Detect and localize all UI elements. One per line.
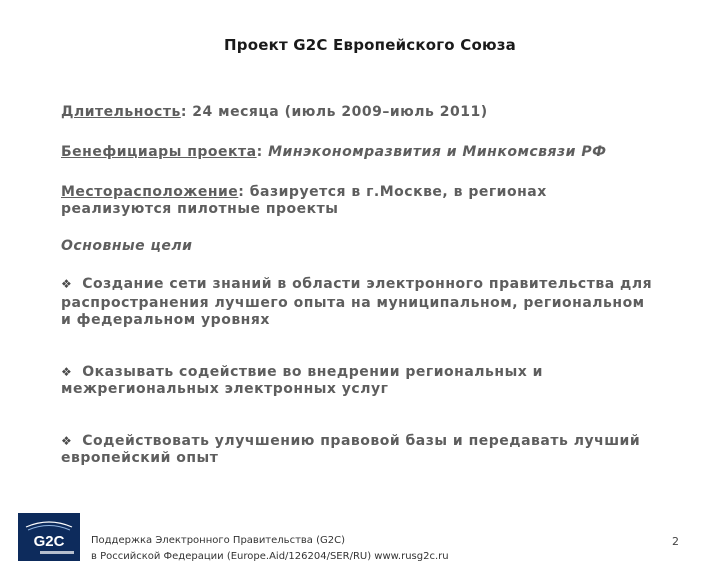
goal-2-line-2: межрегиональных электронных услуг: [61, 381, 389, 397]
footer-line-1: Поддержка Электронного Правительства (G2C): [91, 535, 345, 546]
goal-1-line-1: [61, 276, 652, 293]
beneficiaries-line: [61, 144, 607, 161]
goal-2-text-1: Оказывать содействие во внедрении региональных и: [82, 364, 543, 380]
location-line-2: реализуются пилотные проекты: [61, 201, 339, 217]
beneficiaries-label: Бенефициары проекта: [61, 144, 257, 160]
g2c-logo: [18, 513, 80, 561]
goal-2-line-1: [61, 364, 543, 381]
duration-value: : 24 месяца (июль 2009–июль 2011): [180, 104, 488, 120]
location-value: : базируется в г.Москве, в регионах: [238, 184, 547, 200]
goal-3-text-1: Содействовать улучшению правовой базы и передавать лучший: [82, 433, 641, 449]
footer-line-2: в Российской Федерации (Europe.Aid/126204/SER/RU) www.rusg2c.ru: [91, 551, 449, 562]
goal-3-line-1: [61, 433, 640, 450]
location-line: [61, 184, 547, 201]
diamond-bullet-icon: ❖: [61, 365, 73, 379]
goal-3-line-2: европейский опыт: [61, 450, 219, 466]
duration-line: [61, 104, 488, 121]
goal-1-line-3: и федеральном уровнях: [61, 312, 270, 328]
beneficiaries-value: Минэкономразвития и Минкомсвязи РФ: [268, 144, 607, 160]
goals-heading: Основные цели: [61, 238, 193, 254]
goal-1-text-1: Создание сети знаний в области электронного правительства для: [82, 276, 653, 292]
page-number: 2: [672, 535, 679, 548]
location-label: Месторасположение: [61, 184, 239, 200]
diamond-bullet-icon: ❖: [61, 434, 73, 448]
footer: [91, 533, 449, 565]
duration-label: Длительность: [61, 104, 181, 120]
diamond-bullet-icon: ❖: [61, 277, 73, 291]
beneficiaries-sep: :: [256, 144, 269, 160]
page-title: Проект G2C Европейского Союза: [224, 36, 516, 54]
logo-text: G2C: [33, 533, 65, 550]
goal-1-line-2: распространения лучшего опыта на муниципальном, региональном: [61, 295, 645, 311]
